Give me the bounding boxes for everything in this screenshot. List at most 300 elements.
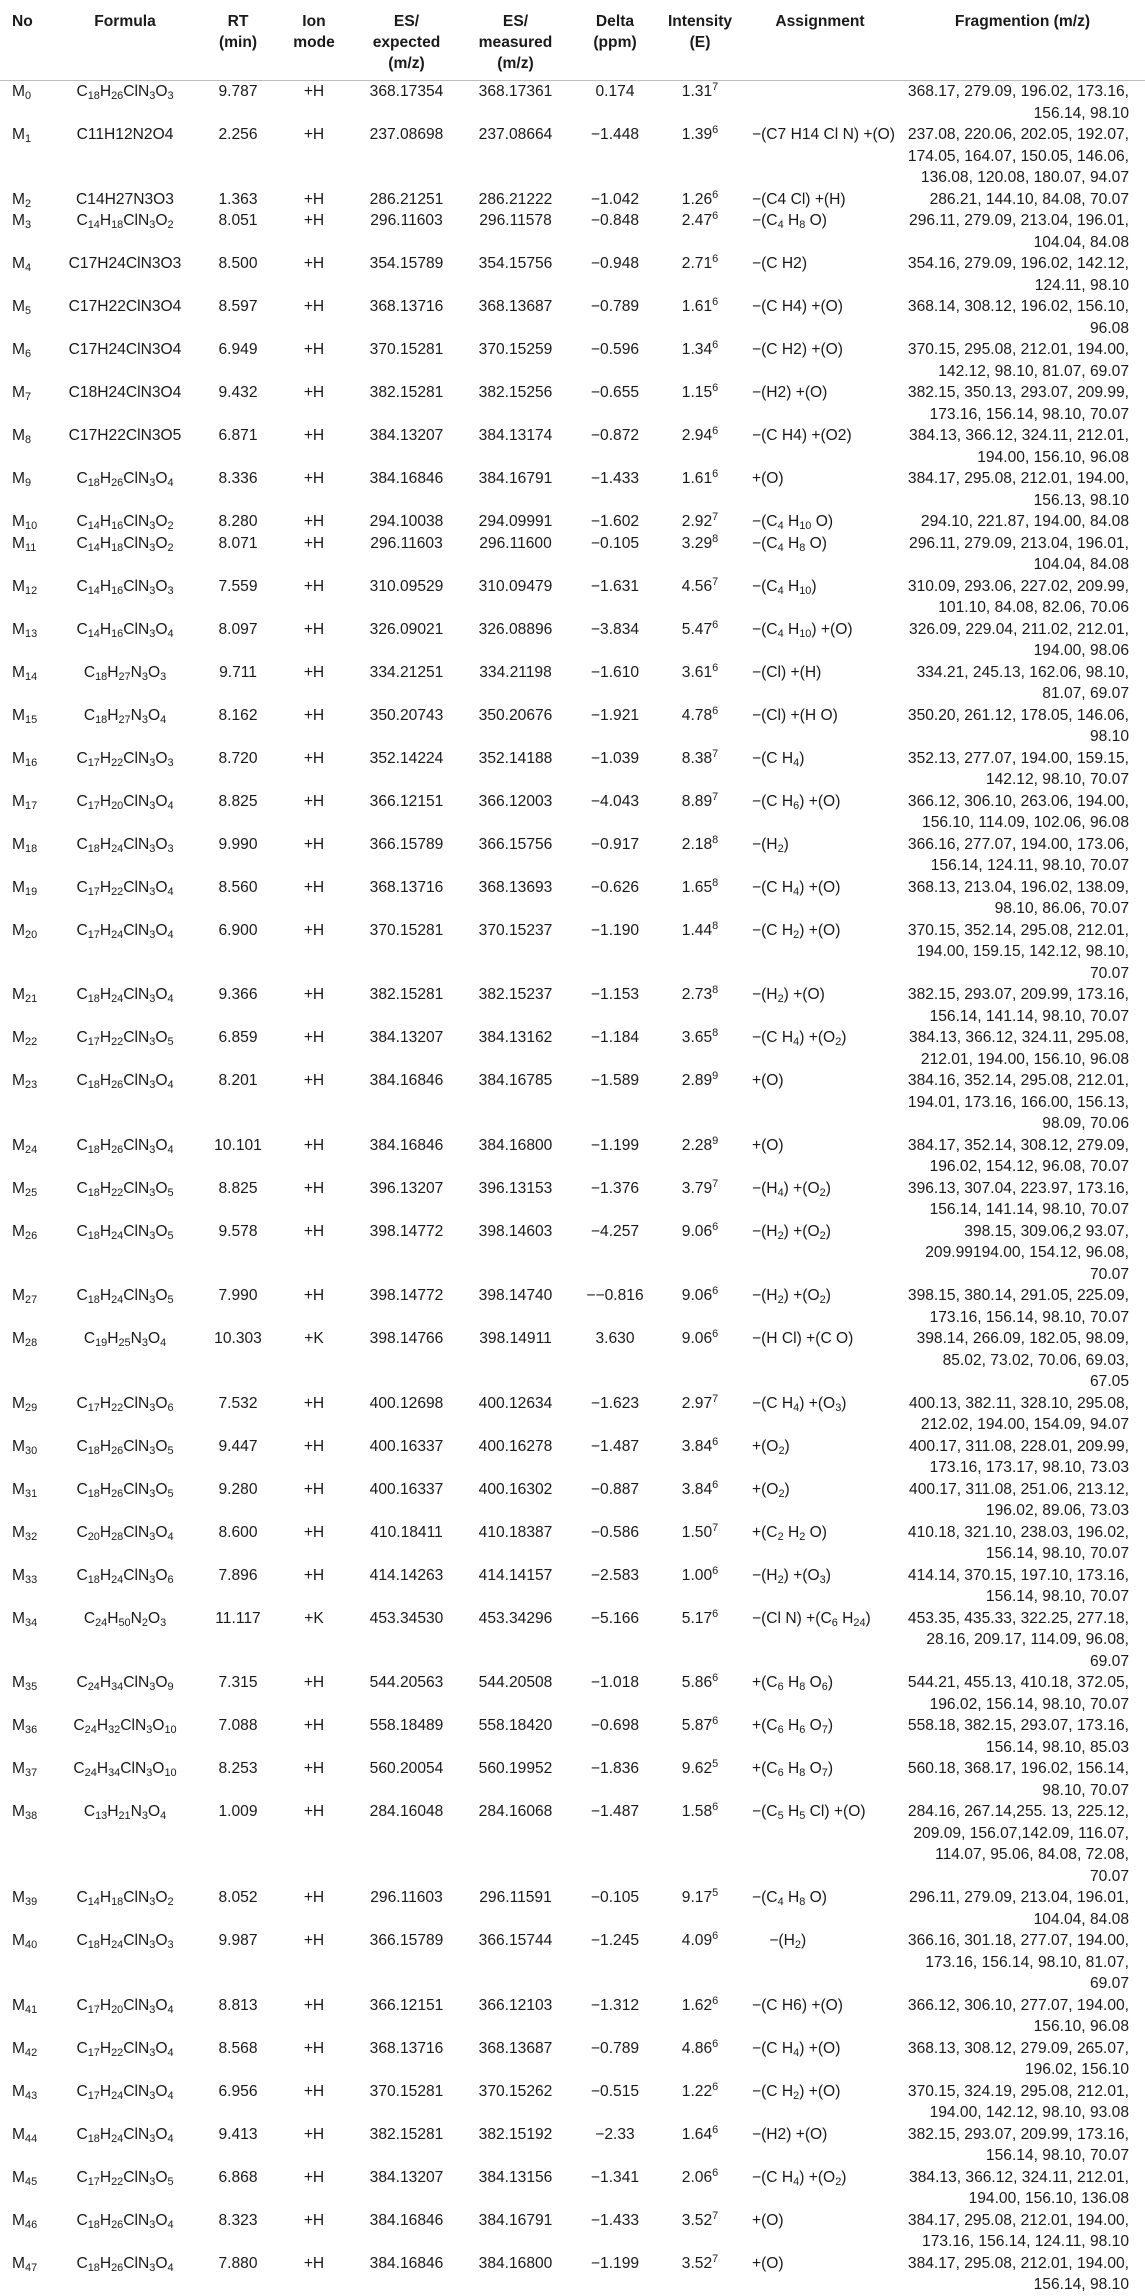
table-row <box>0 1565 1145 1608</box>
delta-ppm-cell: −1.448 <box>590 126 640 143</box>
row-number: $M_{18}$ <box>12 835 38 855</box>
assignment-cell: $-(H_4) +(O_2)$ <box>752 1179 831 1199</box>
ion-mode-cell: +H <box>303 212 325 229</box>
formula-cell: $C_{24}H_{32}ClN_3O_{10}$ <box>73 1717 177 1736</box>
expected-mz-cell: 350.20743 <box>369 706 444 724</box>
delta-ppm-cell: −0.948 <box>590 255 640 272</box>
measured-mz-cell: 296.11600 <box>479 534 552 552</box>
table-row <box>0 468 1145 511</box>
measured-mz-cell: 384.16800 <box>478 1136 553 1154</box>
rt-cell: 8.568 <box>218 2039 258 2057</box>
fragmentation-cell: 453.35, 435.33, 322.25, 277.18, 28.16, 209.17, 114.09, 96.08, 69.07 <box>907 1609 1129 1670</box>
rt-cell: 8.720 <box>218 749 258 767</box>
row-number: $M_0$ <box>12 83 32 102</box>
table-row <box>0 1479 1145 1522</box>
intensity-cell: 1.58$^6$ <box>681 1801 719 1820</box>
formula-cell: $C_{17}H_{22}ClN_3O_4$ <box>76 878 174 898</box>
intensity-cell: 1.15$^6$ <box>681 382 719 401</box>
rt-cell: 8.600 <box>218 1523 258 1541</box>
fragmentation-cell: 384.17, 295.08, 212.01, 194.00, 156.14, 98.10 <box>907 2254 1129 2293</box>
assignment-cell: −(C $H_2) +(O)$ <box>752 921 841 941</box>
formula-cell: $C_{18}H_{26}ClN_3O_4$ <box>76 1136 174 1156</box>
assignment-cell: $-(H_2) +(O)$ <box>752 986 825 1005</box>
expected-mz-cell: 354.15789 <box>369 255 444 272</box>
fragmentation-cell: 400.17, 311.08, 251.06, 213.12, 196.02, 89.06, 73.03 <box>909 1480 1129 1519</box>
delta-ppm-cell: −1.487 <box>590 1437 640 1455</box>
column-header: ES/ measured (m/z) <box>461 0 570 81</box>
ion-mode-cell: +H <box>303 298 325 315</box>
table-row <box>0 1328 1145 1393</box>
table-row <box>0 748 1145 791</box>
assignment-cell: −(C H4) +(O2) <box>752 427 852 444</box>
measured-mz-cell: 414.14157 <box>478 1566 553 1584</box>
measured-mz-cell: 352.14188 <box>478 749 553 767</box>
table-row <box>0 1393 1145 1436</box>
table-row <box>0 1221 1145 1286</box>
measured-mz-cell: 366.15744 <box>478 1932 553 1949</box>
row-number: $M_{47}$ <box>12 2254 38 2274</box>
formula-cell: C11H12N2O4 <box>76 126 174 143</box>
fragmentation-cell: 284.16, 267.14,255. 13, 225.12, 209.09, 156.07,142.09, 116.07, 114.07, 95.06, 84.08, 72.08, 70.07 <box>907 1803 1129 1885</box>
formula-cell: $C_{18}H_{26}ClN_3O_4$ <box>76 470 174 489</box>
row-number: $M_{10}$ <box>12 513 38 532</box>
ion-mode-cell: +H <box>303 190 325 208</box>
formula-cell: $C_{24}H_{34}ClN_3O_9$ <box>76 1674 174 1693</box>
rt-cell: 7.559 <box>218 577 258 595</box>
measured-mz-cell: 370.15237 <box>478 921 553 939</box>
rt-cell: 6.949 <box>218 341 258 358</box>
fragmentation-cell: 400.13, 382.11, 328.10, 295.08, 212.02, 194.00, 154.09, 94.07 <box>909 1394 1129 1433</box>
ion-mode-cell: +H <box>303 1437 325 1455</box>
intensity-cell: 5.87$^6$ <box>681 1715 719 1734</box>
intensity-cell: 4.78$^6$ <box>681 704 719 724</box>
row-number: $M_3$ <box>12 212 32 231</box>
table-row <box>0 1178 1145 1221</box>
expected-mz-cell: 384.13207 <box>369 2168 444 2186</box>
assignment-cell: −(C $H_4) +(O)$ <box>752 878 841 898</box>
expected-mz-cell: 400.16337 <box>369 1480 444 1498</box>
expected-mz-cell: 294.10038 <box>369 513 444 530</box>
ion-mode-cell: +H <box>303 1029 325 1046</box>
assignment-cell: −(C $H_4) +(O_3)$ <box>752 1394 847 1414</box>
intensity-cell: 1.64$^6$ <box>681 2123 719 2143</box>
intensity-cell: 1.65$^8$ <box>681 876 719 896</box>
measured-mz-cell: 368.13687 <box>478 298 553 315</box>
ion-mode-cell: +H <box>303 1523 325 1541</box>
delta-ppm-cell: −3.834 <box>590 620 640 638</box>
measured-mz-cell: 354.15756 <box>478 255 553 272</box>
assignment-cell: $+(C_6$ $H_6$ $O_7$) <box>752 1717 834 1736</box>
expected-mz-cell: 400.12698 <box>369 1394 444 1412</box>
assignment-cell: −(Cl) +(H O) <box>752 706 838 724</box>
delta-ppm-cell: 0.174 <box>595 83 635 100</box>
fragmentation-cell: 296.11, 279.09, 213.04, 196.01, 104.04, 84.08 <box>909 534 1129 573</box>
rt-cell: 9.447 <box>218 1437 258 1455</box>
ion-mode-cell: +H <box>303 1932 325 1949</box>
row-number: $M_2$ <box>12 190 32 210</box>
intensity-cell: 1.26$^6$ <box>681 188 719 208</box>
formula-cell: $C_{18}H_{26}ClN_3O_4$ <box>76 2254 174 2274</box>
rt-cell: 8.500 <box>218 255 258 272</box>
delta-ppm-cell: −2.33 <box>595 2125 635 2143</box>
ion-mode-cell: +H <box>303 1072 325 1089</box>
assignment-cell: −(H2) +(O) <box>752 384 828 401</box>
ion-mode-cell: +H <box>303 341 325 358</box>
column-header: Ion mode <box>276 0 352 81</box>
fragmentation-cell: 286.21, 144.10, 84.08, 70.07 <box>929 190 1129 208</box>
intensity-cell: 1.62$^6$ <box>681 1994 719 2014</box>
assignment-cell: +(O) <box>752 1072 784 1089</box>
delta-ppm-cell: −1.602 <box>590 513 640 530</box>
measured-mz-cell: 366.12103 <box>478 1996 553 2014</box>
expected-mz-cell: 366.15789 <box>369 835 444 853</box>
fragmentation-cell: 366.12, 306.10, 263.06, 194.00, 156.10, 114.09, 102.06, 96.08 <box>907 792 1129 831</box>
expected-mz-cell: 366.15789 <box>369 1932 444 1949</box>
assignment-cell: −(C H6) +(O) <box>752 1996 843 2014</box>
measured-mz-cell: 368.13687 <box>478 2039 553 2057</box>
formula-cell: C14H27N3O3 <box>76 190 174 208</box>
row-number: $M_1$ <box>12 126 32 145</box>
fragmentation-cell: 368.13, 308.12, 279.09, 265.07, 196.02, 156.10 <box>907 2039 1129 2078</box>
ion-mode-cell: +H <box>303 1566 325 1584</box>
formula-cell: $C_{24}H_{34}ClN_3O_{10}$ <box>73 1760 177 1779</box>
delta-ppm-cell: −1.610 <box>590 663 640 681</box>
rt-cell: 9.711 <box>219 663 257 681</box>
fragmentation-cell: 326.09, 229.04, 211.02, 212.01, 194.00, 98.06 <box>909 620 1129 659</box>
formula-cell: C17H24ClN3O3 <box>68 255 182 272</box>
formula-cell: $C_{18}H_{26}ClN_3O_4$ <box>76 2211 174 2231</box>
expected-mz-cell: 398.14772 <box>369 1222 444 1240</box>
expected-mz-cell: 286.21251 <box>369 190 444 208</box>
ion-mode-cell: +H <box>303 2254 325 2272</box>
fragmentation-cell: 334.21, 245.13, 162.06, 98.10, 81.07, 69.07 <box>916 663 1129 702</box>
formula-cell: $C_{18}H_{24}ClN_3O_4$ <box>76 986 174 1005</box>
measured-mz-cell: 237.08664 <box>478 126 553 143</box>
rt-cell: 9.413 <box>218 2125 258 2143</box>
measured-mz-cell: 370.15262 <box>478 2082 553 2100</box>
rt-cell: 6.868 <box>218 2168 258 2186</box>
row-number: $M_{40}$ <box>12 1932 38 1951</box>
assignment-cell: +(O) <box>752 1136 784 1154</box>
intensity-cell: 1.22$^6$ <box>681 2080 719 2100</box>
expected-mz-cell: 334.21251 <box>369 663 444 681</box>
delta-ppm-cell: −1.190 <box>590 921 640 939</box>
table-row <box>0 1135 1145 1178</box>
table-row <box>0 920 1145 985</box>
table-row <box>0 1436 1145 1479</box>
measured-mz-cell: 294.09991 <box>478 513 553 530</box>
measured-mz-cell: 453.34296 <box>478 1609 553 1627</box>
expected-mz-cell: 237.08698 <box>369 126 444 143</box>
table-row <box>0 1758 1145 1801</box>
expected-mz-cell: 396.13207 <box>369 1179 444 1197</box>
table-row <box>0 662 1145 705</box>
column-header: RT (min) <box>200 0 276 81</box>
assignment-cell: −(H Cl) +(C O) <box>752 1330 854 1347</box>
expected-mz-cell: 368.13716 <box>369 298 444 315</box>
formula-cell: $C_{13}H_{21}N_3O_4$ <box>83 1803 167 1822</box>
expected-mz-cell: 366.12151 <box>369 1996 444 2014</box>
measured-mz-cell: 350.20676 <box>478 706 553 724</box>
ion-mode-cell: +K <box>304 1330 324 1347</box>
assignment-cell: $+(C_6$ $H_8$ $O_6$) <box>752 1674 834 1693</box>
assignment-cell: −(C $H_2) +(O)$ <box>752 2082 841 2102</box>
table-row <box>0 705 1145 748</box>
table-header-row <box>0 0 1145 81</box>
rt-cell: 8.052 <box>218 1889 258 1906</box>
table-row <box>0 1522 1145 1565</box>
measured-mz-cell: 384.13162 <box>478 1029 553 1046</box>
formula-cell: $C_{18}H_{26}ClN_3O_3$ <box>76 83 174 102</box>
row-number: $M_{42}$ <box>12 2039 38 2059</box>
intensity-cell: 2.92$^7$ <box>681 511 719 530</box>
delta-ppm-cell: −0.872 <box>590 427 640 444</box>
measured-mz-cell: 384.16800 <box>478 2254 553 2272</box>
intensity-cell: 9.06$^6$ <box>681 1328 719 1347</box>
measured-mz-cell: 398.14603 <box>478 1222 553 1240</box>
intensity-cell: 3.61$^6$ <box>681 661 719 681</box>
ion-mode-cell: +H <box>303 792 325 810</box>
rt-cell: 11.117 <box>215 1609 261 1627</box>
intensity-cell: 2.97$^7$ <box>681 1392 719 1412</box>
measured-mz-cell: 296.11578 <box>479 212 552 229</box>
delta-ppm-cell: −0.917 <box>590 835 640 853</box>
rt-cell: 8.201 <box>218 1072 258 1089</box>
fragmentation-cell: 354.16, 279.09, 196.02, 142.12, 124.11, 98.10 <box>907 255 1129 294</box>
formula-cell: C17H22ClN3O4 <box>68 298 182 315</box>
table-row <box>0 619 1145 662</box>
ion-mode-cell: +H <box>303 427 325 444</box>
assignment-cell: +(O) <box>752 2211 784 2229</box>
table-row <box>0 1285 1145 1328</box>
ion-mode-cell: +H <box>303 749 325 767</box>
assignment-cell: $+(C_6$ $H_8$ $O_7$) <box>752 1760 834 1779</box>
rt-cell: 8.813 <box>218 1996 258 2014</box>
assignment-cell: $-(H_2) +(O_3)$ <box>752 1566 831 1586</box>
row-number: $M_{46}$ <box>12 2211 38 2231</box>
expected-mz-cell: 284.16048 <box>369 1803 444 1820</box>
table-row <box>0 984 1145 1027</box>
table-row <box>0 1715 1145 1758</box>
ion-mode-cell: +H <box>303 470 325 487</box>
table-row <box>0 1672 1145 1715</box>
row-number: $M_{25}$ <box>12 1179 38 1199</box>
table-row <box>0 1887 1145 1930</box>
table-row <box>0 1930 1145 1995</box>
delta-ppm-cell: −1.153 <box>590 986 640 1003</box>
expected-mz-cell: 398.14766 <box>369 1330 444 1347</box>
formula-cell: $C_{18}H_{24}ClN_3O_3$ <box>76 835 174 855</box>
ion-mode-cell: +H <box>303 2211 325 2229</box>
row-number: $M_{23}$ <box>12 1072 38 1091</box>
expected-mz-cell: 384.13207 <box>369 427 444 444</box>
measured-mz-cell: 296.11591 <box>479 1889 552 1906</box>
expected-mz-cell: 558.18489 <box>369 1717 444 1734</box>
row-number: $M_{44}$ <box>12 2125 38 2145</box>
expected-mz-cell: 326.09021 <box>369 620 444 638</box>
formula-cell: C17H22ClN3O5 <box>68 427 182 444</box>
intensity-cell: 4.86$^6$ <box>681 2037 719 2057</box>
delta-ppm-cell: −1.245 <box>590 1932 640 1949</box>
assignment-cell: +(O) <box>752 2254 784 2272</box>
formula-cell: $C_{17}H_{22}ClN_3O_5$ <box>76 2168 174 2188</box>
fragmentation-cell: 560.18, 368.17, 196.02, 156.14, 98.10, 70.07 <box>907 1760 1129 1799</box>
ion-mode-cell: +H <box>303 1674 325 1691</box>
intensity-cell: 3.84$^6$ <box>681 1478 719 1498</box>
delta-ppm-cell: −0.515 <box>590 2082 640 2100</box>
row-number: $M_{24}$ <box>12 1136 38 1156</box>
column-header: Intensity (E) <box>660 0 740 81</box>
assignment-cell: −(C H2) +(O) <box>752 341 843 358</box>
measured-mz-cell: 384.16791 <box>478 2211 553 2229</box>
ion-mode-cell: +H <box>303 534 325 552</box>
column-header: Delta (ppm) <box>570 0 660 81</box>
ion-mode-cell: +H <box>303 577 325 595</box>
row-number: $M_{16}$ <box>12 749 38 769</box>
fragmentation-cell: 384.13, 366.12, 324.11, 212.01, 194.00, 156.10, 96.08 <box>909 427 1129 466</box>
fragmentation-cell: 398.15, 309.06,2 93.07, 209.99194.00, 154.12, 96.08, 70.07 <box>925 1222 1129 1283</box>
row-number: $M_{19}$ <box>12 878 38 898</box>
fragmentation-cell: 384.17, 352.14, 308.12, 279.09, 196.02, 154.12, 96.08, 70.07 <box>907 1136 1129 1175</box>
table-row <box>0 2124 1145 2167</box>
rt-cell: 7.532 <box>218 1394 258 1412</box>
rt-cell: 9.787 <box>218 83 258 100</box>
expected-mz-cell: 453.34530 <box>369 1609 444 1627</box>
formula-cell: $C_{17}H_{22}ClN_3O_3$ <box>76 749 174 769</box>
fragmentation-cell: 400.17, 311.08, 228.01, 209.99, 173.16, 173.17, 98.10, 73.03 <box>909 1437 1129 1476</box>
delta-ppm-cell: −1.184 <box>590 1029 640 1046</box>
expected-mz-cell: 410.18411 <box>370 1523 443 1541</box>
measured-mz-cell: 326.08896 <box>478 620 553 638</box>
assignment-cell: −(C H4) +(O) <box>752 298 843 315</box>
rt-cell: 10.101 <box>214 1136 262 1154</box>
measured-mz-cell: 284.16068 <box>478 1803 553 1820</box>
row-number: $M_{39}$ <box>12 1889 38 1908</box>
table-row <box>0 511 1145 533</box>
delta-ppm-cell: −0.655 <box>590 384 640 401</box>
rt-cell: 8.253 <box>218 1760 258 1777</box>
intensity-cell: 5.86$^6$ <box>681 1672 719 1691</box>
expected-mz-cell: 414.14263 <box>369 1566 444 1584</box>
intensity-cell: 8.38$^7$ <box>681 747 719 767</box>
rt-cell: 8.097 <box>218 620 258 638</box>
row-number: $M_{43}$ <box>12 2082 38 2102</box>
row-number: $M_{21}$ <box>12 986 38 1005</box>
formula-cell: $C_{18}H_{27}N_3O_3$ <box>83 663 167 683</box>
row-number: $M_{14}$ <box>12 663 38 683</box>
rt-cell: 8.162 <box>218 706 258 724</box>
formula-cell: $C_{14}H_{18}ClN_3O_2$ <box>76 534 174 554</box>
table-row <box>0 877 1145 920</box>
ion-mode-cell: +H <box>303 1803 325 1820</box>
measured-mz-cell: 384.13174 <box>478 427 553 444</box>
rt-cell: 8.825 <box>218 1179 258 1197</box>
intensity-cell: 2.18$^8$ <box>681 833 719 853</box>
table-row <box>0 533 1145 576</box>
rt-cell: 9.366 <box>218 986 258 1003</box>
delta-ppm-cell: −1.018 <box>590 1674 640 1691</box>
assignment-cell: −(C $H_6) +(O)$ <box>752 792 841 812</box>
delta-ppm-cell: −0.789 <box>590 2039 640 2057</box>
intensity-cell: 9.06$^6$ <box>681 1285 719 1304</box>
ion-mode-cell: +H <box>303 2082 325 2100</box>
ion-mode-cell: +H <box>303 1760 325 1777</box>
table-row <box>0 2081 1145 2124</box>
formula-cell: $C_{24}H_{50}N_2O_3$ <box>83 1609 167 1629</box>
fragmentation-cell: 350.20, 261.12, 178.05, 146.06, 98.10 <box>907 706 1129 745</box>
row-number: $M_{45}$ <box>12 2168 38 2188</box>
fragmentation-cell: 384.13, 366.12, 324.11, 212.01, 194.00, 156.10, 136.08 <box>909 2168 1129 2207</box>
table-row <box>0 1801 1145 1887</box>
expected-mz-cell: 384.13207 <box>369 1029 444 1046</box>
rt-cell: 2.256 <box>218 126 258 143</box>
expected-mz-cell: 370.15281 <box>369 341 444 358</box>
fragmentation-cell: 296.11, 279.09, 213.04, 196.01, 104.04, 84.08 <box>909 1889 1129 1928</box>
formula-cell: $C_{18}H_{26}ClN_3O_5$ <box>76 1437 174 1457</box>
fragmentation-cell: 352.13, 277.07, 194.00, 159.15, 142.12, 98.10, 70.07 <box>907 749 1129 788</box>
fragmentation-cell: 398.15, 380.14, 291.05, 225.09, 173.16, 156.14, 98.10, 70.07 <box>907 1287 1129 1326</box>
assignment-cell: −(Cl) +(H) <box>752 663 822 681</box>
fragmentation-cell: 382.15, 293.07, 209.99, 173.16, 156.14, 98.10, 70.07 <box>907 2125 1129 2164</box>
row-number: $M_{33}$ <box>12 1566 38 1586</box>
assignment-cell: −(Cl $N) +(C_6$ $H_{24}$) <box>752 1609 871 1629</box>
ion-mode-cell: +H <box>303 384 325 401</box>
intensity-cell: 3.29$^8$ <box>681 532 719 552</box>
delta-ppm-cell: −0.105 <box>590 534 640 552</box>
rt-cell: 8.323 <box>218 2211 258 2229</box>
measured-mz-cell: 560.19952 <box>478 1760 553 1777</box>
expected-mz-cell: 384.16846 <box>369 1136 444 1154</box>
row-number: $M_{30}$ <box>12 1437 38 1457</box>
ion-mode-cell: +H <box>303 255 325 272</box>
expected-mz-cell: 370.15281 <box>369 921 444 939</box>
delta-ppm-cell: −1.921 <box>590 706 640 724</box>
fragmentation-cell: 368.14, 308.12, 196.02, 156.10, 96.08 <box>907 298 1129 337</box>
table-row <box>0 834 1145 877</box>
intensity-cell: 5.17$^6$ <box>681 1607 719 1627</box>
rt-cell: 6.859 <box>218 1029 258 1046</box>
formula-cell: $C_{18}H_{26}ClN_3O_5$ <box>76 1480 174 1500</box>
expected-mz-cell: 400.16337 <box>369 1437 444 1455</box>
delta-ppm-cell: −0.698 <box>590 1717 640 1734</box>
table-row <box>0 1070 1145 1135</box>
formula-cell: C18H24ClN3O4 <box>68 384 182 401</box>
delta-ppm-cell: 3.630 <box>595 1330 635 1347</box>
delta-ppm-cell: −0.789 <box>590 298 640 315</box>
formula-cell: $C_{18}H_{24}ClN_3O_4$ <box>76 2125 174 2145</box>
table-row <box>0 81 1145 125</box>
expected-mz-cell: 370.15281 <box>369 2082 444 2100</box>
rt-cell: 7.896 <box>218 1566 258 1584</box>
fragmentation-cell: 370.15, 324.19, 295.08, 212.01, 194.00, 142.12, 98.10, 93.08 <box>907 2082 1129 2121</box>
row-number: $M_{15}$ <box>12 706 38 726</box>
table-row <box>0 2038 1145 2081</box>
assignment-cell: $+(O_2)$ <box>752 1437 790 1457</box>
rt-cell: 7.880 <box>218 2254 258 2272</box>
row-number: $M_{12}$ <box>12 577 38 597</box>
assignment-cell: −(C $H_4) +(O)$ <box>752 2039 841 2059</box>
delta-ppm-cell: −5.166 <box>590 1609 640 1627</box>
ion-mode-cell: +H <box>303 1480 325 1498</box>
assignment-cell: −(C H2) <box>752 255 808 272</box>
row-number: $M_8$ <box>12 427 32 446</box>
fragmentation-cell: 384.16, 352.14, 295.08, 212.01, 194.01, 173.16, 166.00, 156.13, 98.09, 70.06 <box>907 1072 1129 1132</box>
ion-mode-cell: +H <box>303 835 325 853</box>
measured-mz-cell: 382.15237 <box>478 986 553 1003</box>
assignment-cell: $-(H_2)$ <box>752 835 789 855</box>
assignment-cell: $-(C_4$ $H_8$ O) <box>752 534 827 554</box>
intensity-cell: 2.94$^6$ <box>681 425 719 444</box>
